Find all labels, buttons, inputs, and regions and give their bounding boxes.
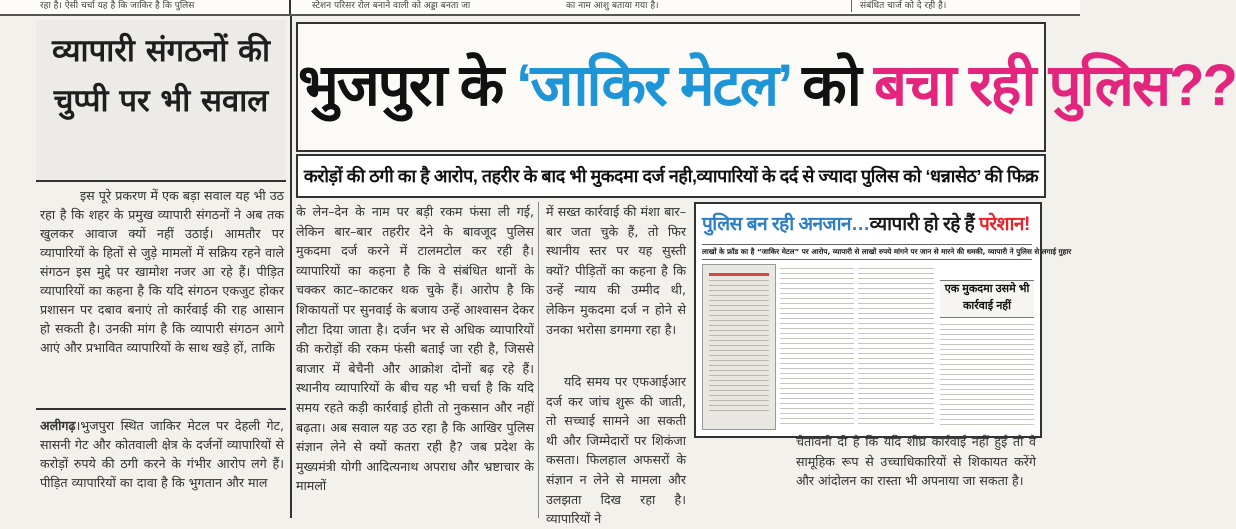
clipping-thumbnail xyxy=(702,264,776,430)
dateline: अलीगढ़ xyxy=(40,418,76,433)
left-column-paragraph-2: ।भुजपुरा स्थित जाकिर मेटल पर देहली गेट, सासनी गेट और कोतवाली क्षेत्र के दर्जनों व्यापारियों से करोड़ों रुपये की ठगी करने के गंभीर आरोप लगे हैं। पीड़ित व्यापारियों का दावा है कि भुगतान और माल xyxy=(40,418,284,490)
headline-part-1: भुजपुरा के xyxy=(298,53,503,118)
clipping-title xyxy=(702,210,1032,240)
clipping-inset-heading: एक मुकदमा उसमे भी कार्रवाई नहीं xyxy=(940,280,1034,318)
previous-page-strip xyxy=(0,0,1080,16)
clipping-column-1 xyxy=(780,264,854,428)
clipping-title-part-3: परेशान! xyxy=(979,214,1030,235)
clipping-column-2 xyxy=(858,264,934,428)
column-4-text: चेतावनी दी है कि यदि शीघ्र कार्रवाई नहीं हुई तो वे सामूहिक रूप से उच्चाधिकारियों से शिकायत करेंगे और आंदोलन का रास्ता भी अपनाया जा सकता है। xyxy=(796,434,1036,489)
column-3-text-2: यदि समय पर एफआईआर दर्ज कर जांच शुरू की जाती, तो सच्चाई सामने आ सकती थी और जिम्मेदारों पर शिकंजा कसता। फिलहाल अफसरों के संज्ञान न लेने से मामला और उलझता दिख रहा है। व्यापारियों ने xyxy=(546,374,686,527)
top-strip-right-text: संबंधित चार्ज को दे रही है। xyxy=(860,1,947,11)
column-2-text: के लेन–देन के नाम पर बड़ी रकम फंसा ली गई, लेकिन बार–बार तहरीर देने के बावजूद पुलिस मुकदमा दर्ज करने में टालमटोल कर रही है। व्यापारियों का कहना है कि वे संबंधित थानों के चक्कर काट–काटकर थक चुके हैं। आरोप है कि शिकायतों पर सुनवाई के बजाय उन्हें आश्वासन देकर लौटा दिया जाता है। दर्जन भर से अधिक व्यापारियों की करोड़ों की रकम फंसी बताई जा रही है, जिससे बाजार में बेचैनी और आक्रोश दोनों बढ़ रहे हैं। स्थानीय व्यापारियों के बीच यह भी चर्चा है कि यदि समय रहते कड़ी कार्रवाई होती तो नुकसान और नहीं बढ़ता। अब सवाल यह उठ रहा है कि आखिर पुलिस संज्ञान लेने से क्यों कतरा रही है? जब प्रदेश के मुख्यमंत्री योगी आदित्यनाथ अपराध और भ्रष्टाचार के मामलों xyxy=(296,204,534,494)
left-column-article-1 xyxy=(40,186,284,408)
clipping-title-part-2: व्यापारी हो रहे हैं xyxy=(869,214,975,235)
column-divider-2 xyxy=(538,202,539,518)
main-headline xyxy=(298,38,1236,134)
clipping-column-3 xyxy=(940,320,1034,428)
article-column-2 xyxy=(296,202,534,518)
top-strip-mid-text-2: का नाम आशु बताया गया है। xyxy=(566,1,659,11)
article-column-3-top xyxy=(546,202,686,372)
article-column-3-bottom xyxy=(546,372,686,527)
news-clipping-box xyxy=(694,202,1072,438)
left-column-article-2 xyxy=(40,416,284,516)
clipping-title-part-1: पुलिस बन रही अनजान… xyxy=(702,214,870,235)
left-column-paragraph-1: इस पूरे प्रकरण में एक बड़ा सवाल यह भी उठ रहा है कि शहर के प्रमुख व्यापारी संगठनों ने अब तक खुलकर आवाज क्यों नहीं उठाई। आमतौर पर व्यापारियों के हितों से जुड़े मामलों में सक्रिय रहने वाले संगठन इस मुद्दे पर खामोश नजर आ रहे हैं। पीड़ित व्यापारियों का कहना है कि यदि संगठन एकजुट होकर प्रशासन पर दबाव बनाएं तो कार्रवाई की राह आसान हो सकती है। उनकी मांग है कि व्यापारी संगठन आगे आएं और प्रभावित व्यापारियों के साथ खड़े हों, ताकि xyxy=(40,188,284,355)
clipping-subtitle: लाखों के फ्रॉड का है “जाकिर मेटल” पर आरोप, व्यापारी से लाखों रुपये मांगने पर जान से मारने की धमकी, व्यापारी ने पुलिस से लगाई गुहार xyxy=(702,244,1032,260)
subheadline: करोड़ों की ठगी का है आरोप, तहरीर के बाद भी मुकदमा दर्ज नही,व्यापारियों के दर्द से ज्यादा पुलिस को ‘धन्नासेठ’ की फिक्र xyxy=(296,154,1046,198)
article-column-4 xyxy=(796,432,1036,516)
top-strip-divider xyxy=(289,0,291,14)
top-strip-right-box xyxy=(851,0,1080,12)
headline-part-2: ‘जाकिर मेटल’ xyxy=(516,53,790,118)
headline-part-4: बचा रही पुलिस?? xyxy=(873,53,1236,118)
left-column-divider xyxy=(36,408,286,410)
top-strip-left-text: रहा है। ऐसी चर्चा यह है कि जाकिर है कि पुलिस xyxy=(40,1,195,11)
headline-box xyxy=(296,22,1236,152)
left-column-heading: व्यापारी संगठनों की चुप्पी पर भी सवाल xyxy=(51,33,271,119)
column-3-text-1: में सख्त कार्रवाई की मंशा बार–बार जता चुके हैं, तो फिर स्थानीय स्तर पर यह सुस्ती क्यों? पीड़ितों का कहना है कि उन्हें न्याय की उम्मीद थी, लेकिन मुकदमा दर्ज न होने से उनका भरोसा डगमगा रहा है। xyxy=(546,204,686,337)
left-column xyxy=(36,20,286,518)
headline-part-3: को xyxy=(802,53,860,118)
column-divider-main xyxy=(290,16,292,518)
top-strip-mid-text: स्टेशन परिसर रोल बनाने वाली को अड्डा बनता जा xyxy=(312,1,471,11)
left-heading-box xyxy=(36,20,286,182)
